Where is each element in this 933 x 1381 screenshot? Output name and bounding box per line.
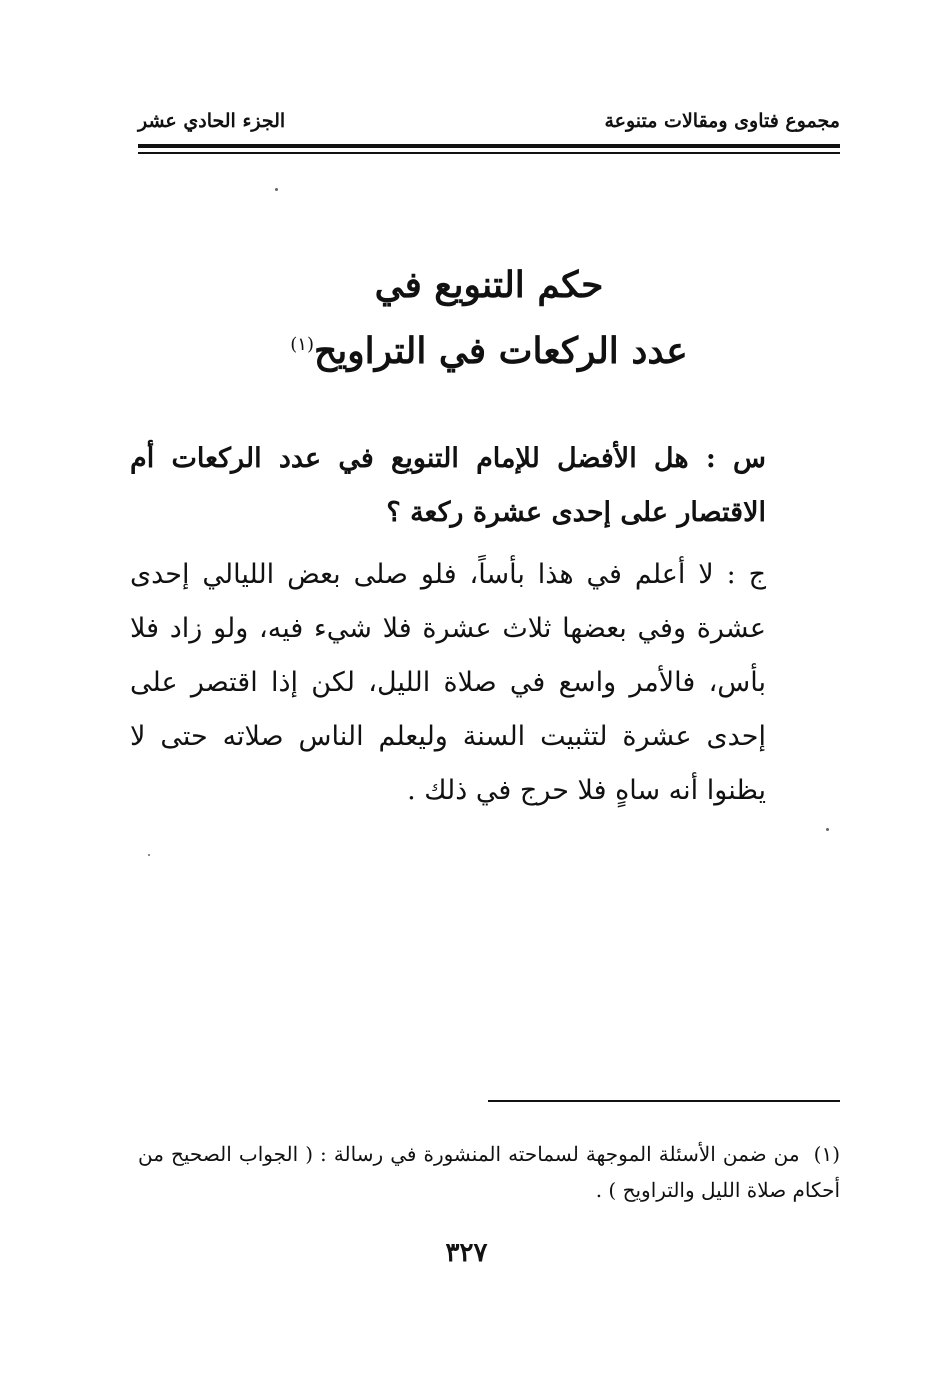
footnote-text: من ضمن الأسئلة الموجهة لسماحته المنشورة في رسالة : ( الجواب الصحيح من أحكام صلاة الليل والتراويح ) . xyxy=(138,1142,840,1202)
title-line-2-text: عدد الركعات في التراويح xyxy=(313,330,688,372)
title-line-2 xyxy=(138,315,840,381)
answer-paragraph xyxy=(130,548,840,818)
book-title: مجموع فتاوى ومقالات متنوعة xyxy=(604,110,840,132)
page-number: ٣٢٧ xyxy=(445,1238,488,1268)
header-rule-thick xyxy=(138,144,840,148)
scan-speck xyxy=(275,188,278,191)
fatwa-title xyxy=(138,255,840,381)
running-header xyxy=(138,110,840,140)
scan-speck xyxy=(826,828,829,831)
question-paragraph: س : هل الأفضل للإمام التنويع في عدد الركعات أم الاقتصار على إحدى عشرة ركعة ؟ xyxy=(130,443,766,528)
footnote-separator xyxy=(488,1100,840,1102)
scan-speck xyxy=(148,854,150,856)
title-line-1: حكم التنويع في xyxy=(374,264,604,306)
volume-label: الجزء الحادي عشر xyxy=(138,110,286,132)
footnote xyxy=(138,1136,840,1208)
title-footnote-marker: (١) xyxy=(290,334,314,355)
header-rule-thin xyxy=(138,152,840,154)
header-double-rule xyxy=(138,144,840,155)
footnote-number: (١) xyxy=(813,1142,840,1166)
answer-text: ج : لا أعلم في هذا بأساً، فلو صلى بعض الليالي إحدى عشرة وفي بعضها ثلاث عشرة فلا شيء فيه، ولو زاد فلا بأس، فالأمر واسع في صلاة الليل، لكن إذا اقتصر على إحدى عشرة لتثبيت السنة وليعلم الناس صلاته حتى لا يظنوا أنه ساهٍ فلا حرج في ذلك . xyxy=(130,559,766,806)
